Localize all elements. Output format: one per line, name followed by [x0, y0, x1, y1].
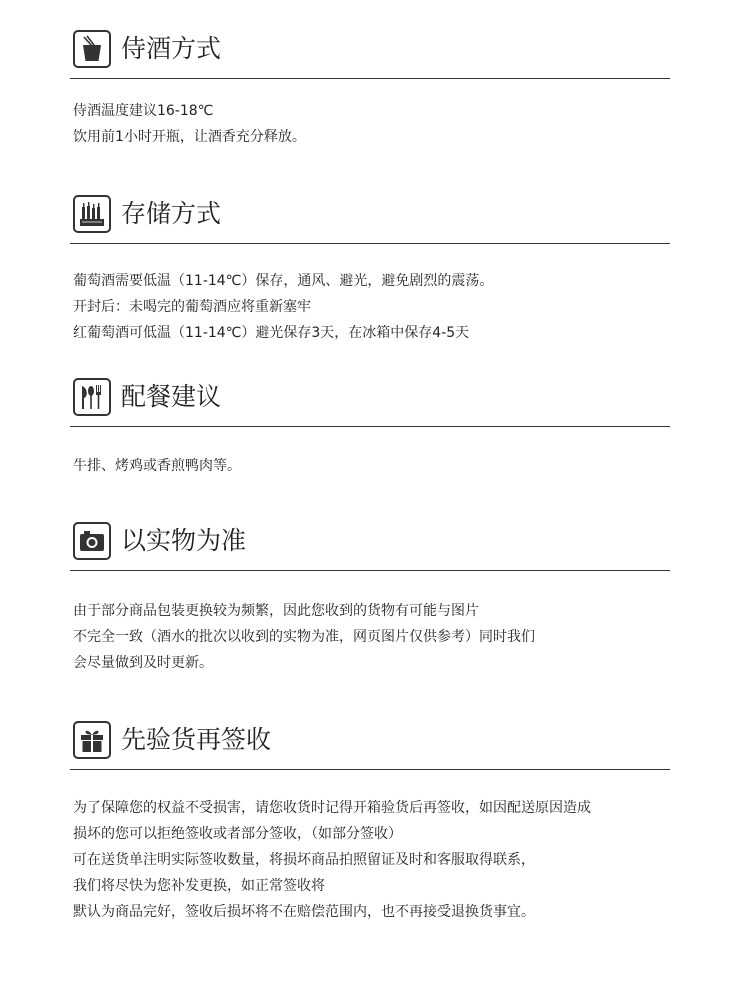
section-divider	[70, 769, 670, 770]
section-divider	[70, 243, 670, 244]
section-title: 以实物为准	[121, 526, 247, 555]
section-divider	[70, 426, 670, 427]
body-line: 默认为商品完好，签收后损坏将不在赔偿范围内，也不再接受退换货事宜。	[73, 904, 535, 920]
body-line: 不完全一致（酒水的批次以收到的实物为准，网页图片仅供参考）同时我们	[73, 629, 535, 645]
body-line: 我们将尽快为您补发更换，如正常签收将	[73, 878, 325, 894]
body-line: 为了保障您的权益不受损害，请您收货时记得开箱验货后再签收，如因配送原因造成	[73, 800, 591, 816]
gift-box-icon	[73, 721, 111, 759]
body-line: 葡萄酒需要低温（11-14℃）保存，通风、避光，避免剧烈的震荡。	[73, 273, 494, 289]
section-body	[73, 453, 713, 479]
body-line: 损坏的您可以拒绝签收或者部分签收，（如部分签收）	[73, 826, 402, 842]
section-body	[73, 795, 713, 925]
section-title: 侍酒方式	[121, 34, 222, 63]
section-divider	[70, 78, 670, 79]
section-body	[73, 268, 713, 346]
cutlery-icon	[73, 378, 111, 416]
section-body	[73, 598, 713, 676]
section-title: 先验货再签收	[121, 725, 272, 754]
section-header	[73, 378, 673, 420]
body-line: 红葡萄酒可低温（11-14℃）避光保存3天，在冰箱中保存4-5天	[73, 325, 470, 341]
body-line: 侍酒温度建议16-18℃	[73, 103, 214, 119]
section-header	[73, 30, 673, 72]
section-header	[73, 522, 673, 564]
body-line: 饮用前1小时开瓶，让酒香充分释放。	[73, 129, 306, 145]
section-body	[73, 98, 713, 150]
camera-icon	[73, 522, 111, 560]
section-title: 配餐建议	[121, 382, 222, 411]
wine-rack-icon	[73, 195, 111, 233]
body-line: 由于部分商品包装更换较为频繁，因此您收到的货物有可能与图片	[73, 603, 479, 619]
body-line: 牛排、烤鸡或香煎鸭肉等。	[73, 458, 241, 474]
section-header	[73, 721, 673, 763]
ice-bucket-icon	[73, 30, 111, 68]
body-line: 会尽量做到及时更新。	[73, 655, 213, 671]
section-title: 存储方式	[121, 199, 222, 228]
body-line: 可在送货单注明实际签收数量，将损坏商品拍照留证及时和客服取得联系，	[73, 852, 535, 868]
body-line: 开封后：未喝完的葡萄酒应将重新塞牢	[73, 299, 311, 315]
section-header	[73, 195, 673, 237]
section-divider	[70, 570, 670, 571]
